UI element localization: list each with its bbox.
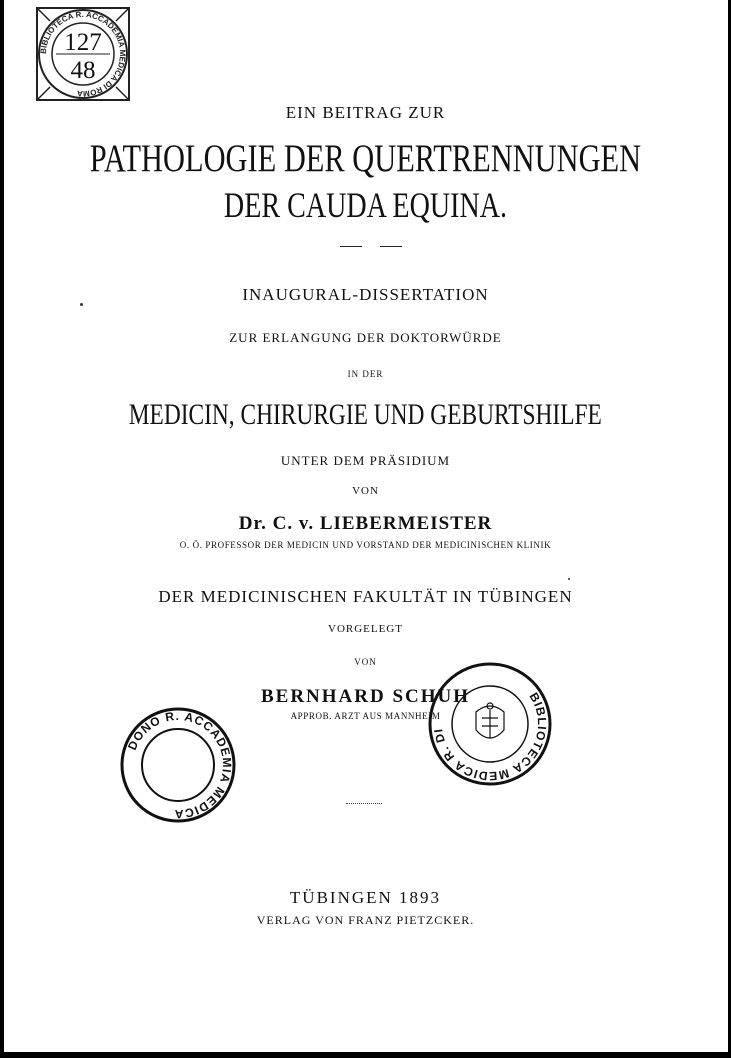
fields-of-study: MEDICIN, CHIRURGIE UND GEBURTSHILFE (128, 398, 603, 431)
dissertation-type: INAUGURAL-DISSERTATION (242, 285, 489, 304)
donation-stamp-text: DONO R. ACCADEMIA MEDICA (124, 708, 235, 822)
stamp-top-number-bottom: 48 (70, 57, 96, 84)
library-stamp-top (34, 5, 132, 103)
vorgelegt-label: VORGELEGT (328, 623, 403, 635)
title-prefix: EIN BEITRAG ZUR (285, 103, 446, 122)
president-title: O. Ö. PROFESSOR DER MEDICIN UND VORSTAND DER MEDICINISCHEN KLINIK (179, 540, 552, 550)
scan-speck (568, 578, 570, 580)
separator-dash (380, 246, 402, 247)
title-line-2: DER CAUDA EQUINA. (223, 185, 508, 225)
presidium-label: UNTER DEM PRÄSIDIUM (280, 453, 451, 468)
stamp-top-number: 127 (64, 29, 102, 56)
stamp-top-ring-text: BIBLIOTECA R. ACCADEMIA MEDICA DI ROMA (38, 9, 128, 99)
publisher: VERLAG VON FRANZ PIETZCKER. (256, 913, 475, 927)
scan-speck (80, 303, 83, 306)
title-line-1: PATHOLOGIE DER QUERTRENNUNGEN (89, 137, 642, 180)
author-name: BERNHARD SCHUH (260, 686, 471, 707)
scan-edge-bottom (0, 1052, 731, 1058)
place-year: TÜBINGEN 1893 (289, 888, 442, 907)
faculty-name: DER MEDICINISCHEN FAKULTÄT IN TÜBINGEN (158, 587, 573, 606)
crest-icon (476, 703, 504, 738)
president-name: Dr. C. v. LIEBERMEISTER (238, 513, 493, 534)
donation-stamp (118, 705, 238, 825)
von-label-2: VON (354, 657, 377, 667)
author-info: APPROB. ARZT AUS MANNHEIM (290, 711, 441, 721)
ornament-dash (346, 803, 382, 805)
in-der-label: IN DER (347, 369, 384, 379)
dissertation-purpose: ZUR ERLANGUNG DER DOKTORWÜRDE (229, 330, 502, 345)
library-stamp-right (426, 660, 554, 788)
separator-dash (340, 246, 362, 247)
von-label: VON (352, 485, 379, 497)
library-stamp-right-text: BIBLIOTECA MEDICA R. DI (431, 690, 550, 784)
